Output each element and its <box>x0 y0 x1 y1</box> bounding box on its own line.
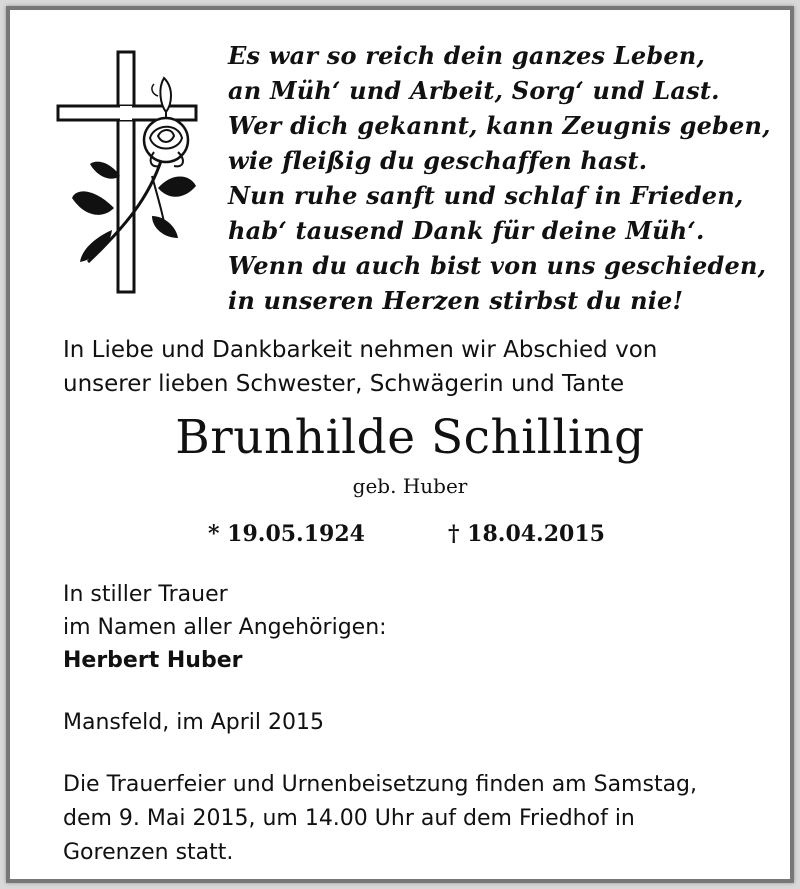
verse-line: hab‘ tausend Dank für deine Müh‘. <box>228 216 705 245</box>
mourners-line: In stiller Trauer <box>63 582 228 607</box>
service-line: Gorenzen statt. <box>63 840 234 865</box>
birth-date: * 19.05.1924 <box>208 521 365 547</box>
verse-line: Es war so reich dein ganzes Leben, <box>228 41 706 70</box>
memorial-verse <box>228 38 771 318</box>
mourners-block <box>63 578 387 677</box>
verse-line: Wer dich gekannt, kann Zeugnis geben, <box>228 111 771 140</box>
funeral-service-info <box>63 768 758 870</box>
mourners-line: im Namen aller Angehörigen: <box>63 615 387 640</box>
intro-line: unserer lieben Schwester, Schwägerin und Tante <box>63 371 625 397</box>
verse-line: Wenn du auch bist von uns geschieden, <box>228 251 767 280</box>
verse-line: wie fleißig du geschaffen hast. <box>228 146 648 175</box>
service-line: Die Trauerfeier und Urnenbeisetzung finden am Samstag, <box>63 772 698 797</box>
deceased-name: Brunhilde Schilling <box>175 410 645 465</box>
cross-with-rose-icon <box>54 48 204 296</box>
birth-name: geb. Huber <box>352 474 468 498</box>
verse-line: an Müh‘ und Arbeit, Sorg‘ und Last. <box>228 76 720 105</box>
death-date: † 18.04.2015 <box>448 521 605 547</box>
signer-name: Herbert Huber <box>63 648 243 673</box>
farewell-intro <box>63 333 760 401</box>
intro-line: In Liebe und Dankbarkeit nehmen wir Abschied von <box>63 337 658 363</box>
place-date: Mansfeld, im April 2015 <box>63 710 325 735</box>
verse-line: in unseren Herzen stirbst du nie! <box>228 286 684 315</box>
service-line: dem 9. Mai 2015, um 14.00 Uhr auf dem Friedhof in <box>63 806 635 831</box>
verse-line: Nun ruhe sanft und schlaf in Frieden, <box>228 181 744 210</box>
obituary-frame <box>6 6 794 883</box>
